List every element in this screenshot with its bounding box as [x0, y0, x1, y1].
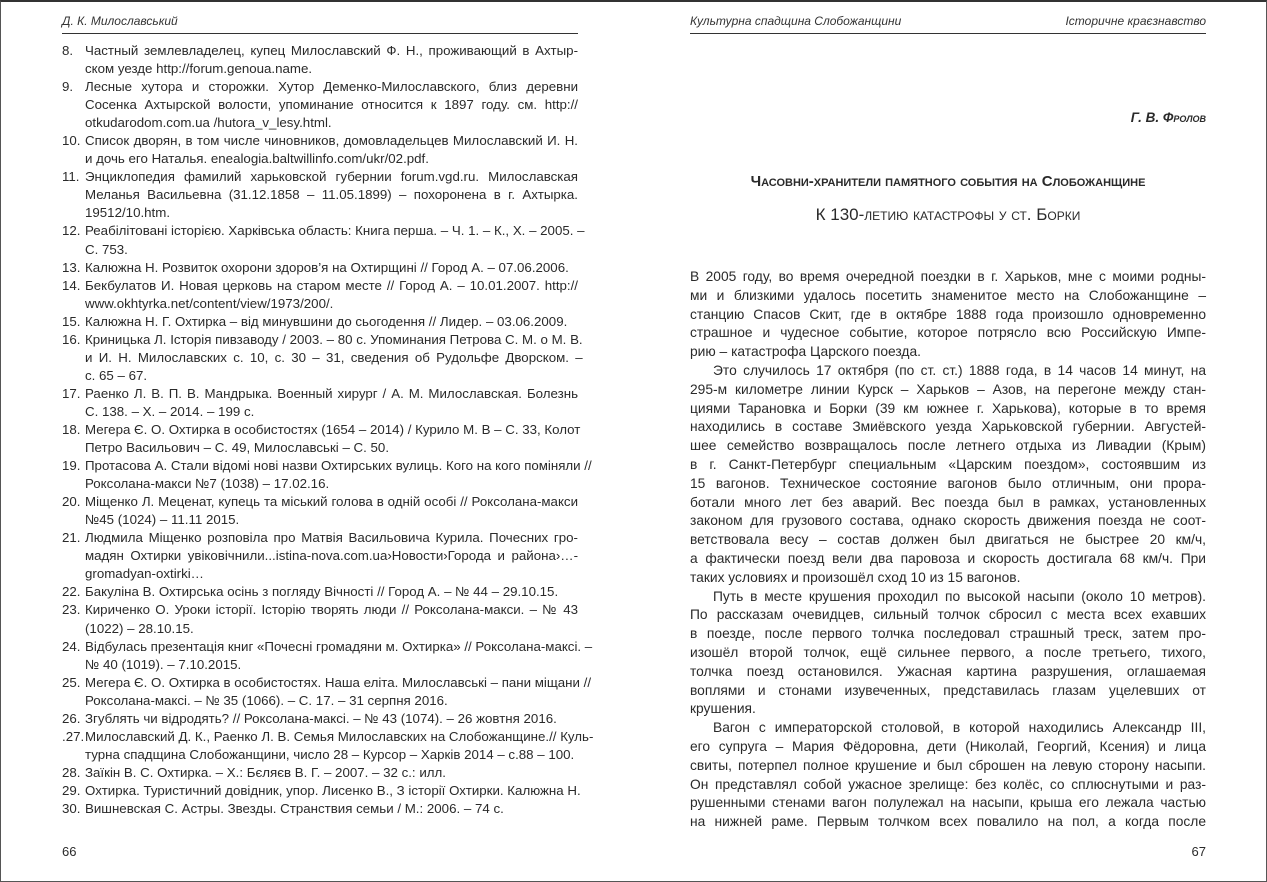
text-line: шее семейство возвращалось после летнего отдыха из Ливадии (Крым) — [690, 438, 1206, 454]
reference-number: 25. — [62, 674, 81, 690]
reference-number: 21. — [62, 530, 81, 546]
text-line: Список дворян, в том числе чиновников, домовладельцев Милославский И. Н. — [85, 133, 578, 149]
reference-number: 14. — [62, 277, 81, 293]
text-line: В 2005 году, во время очередной поездки в г. Харьков, мне с моими родны- — [690, 269, 1206, 284]
reference-item — [62, 421, 581, 457]
reference-text — [85, 277, 578, 313]
reference-item — [62, 638, 593, 674]
reference-item — [62, 728, 594, 764]
reference-text — [85, 78, 578, 132]
reference-item — [62, 493, 578, 529]
reference-item — [62, 457, 592, 493]
text-line: мадян Охтирки увіковічнили...istina-nova.com.ua›Новости›Города и района›…- — [85, 548, 578, 564]
reference-text — [85, 385, 578, 421]
reference-number: 23. — [62, 602, 81, 618]
text-line: таких условиях и произошёл сход 10 из 15 вагонов. — [690, 569, 1021, 585]
reference-number: 24. — [62, 638, 81, 654]
text-line: законом для грузового состава, однако скорость движения поезда не соот- — [690, 513, 1206, 529]
reference-text — [85, 728, 593, 764]
text-line: Мегера Є. О. Охтирка в особистостях. Наша еліта. Милославські – пани міщани // — [85, 674, 592, 690]
text-line: 15 вагонов. Техническое состояние вагонов было отличным, они прора- — [690, 475, 1206, 491]
article-author: Г. В. Фролов — [1130, 110, 1206, 125]
text-line: С. 138. – Х. – 2014. – 199 с. — [85, 403, 255, 419]
reference-text — [85, 638, 592, 674]
text-line: Протасова А. Стали відомі нові назви Охтирських вулиць. Кого на кого поміняли // — [85, 458, 592, 474]
page-number: 67 — [1191, 844, 1206, 859]
text-line: ботали много лет без аварий. Вес поезда был в рамках, установленных — [690, 494, 1206, 510]
article-title: Часовни-хранители памятного события на Слобожанщине — [750, 173, 1146, 190]
text-line: 19512/10.htm. — [85, 205, 171, 221]
text-line: Он представлял собой ужасное зрелище: без колёс, со сплюснутыми и раз- — [690, 776, 1206, 792]
text-line: Людмила Міщенко розповіла про Матвія Васильовича Курила. Почесних гро- — [85, 530, 578, 546]
reference-item — [62, 331, 583, 385]
reference-item — [62, 764, 578, 782]
reference-item — [62, 313, 578, 331]
reference-number: 26. — [62, 710, 81, 726]
text-line: Вагон с императорской столовой, в которой находились Александр III, — [713, 720, 1206, 736]
text-line: Милославский Д. К., Раенко Л. В. Семья Милославских на Слобожанщине.// Куль- — [85, 728, 594, 744]
reference-number: 13. — [62, 259, 81, 275]
reference-item — [62, 385, 578, 421]
text-line: находились в составе Змиёвского уезда Харьковской губернии. Августей- — [690, 419, 1206, 435]
reference-item — [62, 529, 578, 583]
text-line: Бекбулатов И. Новая церковь на старом месте // Город А. – 10.01.2007. http:// — [85, 277, 578, 293]
header-rule — [62, 33, 578, 34]
text-line: Это случилось 17 октября (по ст. ст.) 1888 года, в 14 часов 14 минут, на — [713, 362, 1206, 378]
text-line: Калюжна Н. Г. Охтирка – від минувшини до сьогодення // Лидер. – 03.06.2009. — [85, 313, 568, 329]
reference-item — [62, 277, 578, 313]
reference-number: 20. — [62, 494, 81, 510]
text-line: изошёл второй толчок, ещё сильнее первого, а после третьего, тихого, — [690, 644, 1206, 660]
text-line: Роксолана-макси №7 (1038) – 17.02.16. — [85, 476, 330, 492]
text-line: www.okhtyrka.net/content/view/1973/200/. — [85, 295, 334, 311]
reference-list — [62, 42, 594, 818]
reference-number: 15. — [62, 313, 81, 329]
reference-item — [62, 583, 578, 601]
text-line: Кириченко О. Уроки історії. Історію творять люди // Роксолана-макси. – № 43 — [85, 602, 578, 618]
running-head-journal: Культурна спадщина Слобожанщини — [690, 14, 902, 28]
reference-text — [85, 132, 578, 168]
reference-number: 11. — [62, 169, 80, 185]
right-page — [690, 0, 1206, 881]
text-line: страшное и чудесное событие, которое потрясло всю Российскую Импе- — [690, 325, 1206, 341]
header-rule — [690, 33, 1206, 34]
reference-text — [85, 259, 578, 277]
paragraph — [690, 588, 1206, 720]
text-line: Охтирка. Туристичний довідник, упор. Лисенко В., З історії Охтирки. Калюжна Н. — [85, 782, 581, 798]
paragraph — [690, 268, 1206, 362]
reference-number: 28. — [62, 764, 81, 780]
text-line: и И. Н. Милославских с. 10, с. 30 – 31, сведения об Рудольфе Дворском. – — [85, 349, 583, 365]
text-line: Частный землевладелец, купец Милославский Ф. Н., проживающий в Ахтыр- — [85, 43, 578, 58]
reference-item — [62, 132, 578, 168]
text-line: Заїкін В. С. Охтирка. – Х.: Бєляєв В. Г. – 2007. – 32 с.: илл. — [85, 764, 446, 780]
text-line: с. 65 – 67. — [85, 367, 148, 383]
text-line: Путь в месте крушения проходил по высокой насыпи (около 10 метров). — [713, 588, 1206, 604]
article-subtitle: К 130-летию катастрофы у ст. Борки — [815, 205, 1081, 224]
text-line: рию – катастрофа Царского поезда. — [690, 344, 921, 360]
reference-text — [85, 331, 583, 385]
reference-item — [62, 259, 578, 277]
running-head-section: Історичне краєзнавство — [1065, 14, 1206, 28]
text-line: крушения. — [690, 701, 756, 717]
reference-text — [85, 800, 578, 818]
reference-text — [85, 493, 578, 529]
reference-item — [62, 601, 578, 637]
text-line: в г. Санкт-Петербург специальным «Царским поездом», состоявшим из — [690, 456, 1206, 472]
text-line: циями Тарановка и Борки (39 км южнее г. Харькова), которые в то время — [690, 400, 1206, 416]
text-line: По рассказам очевидцев, сильный толчок сбросил с места всех ехавших — [690, 607, 1206, 623]
text-line: ском уезде http://forum.genoua.name. — [85, 61, 313, 77]
text-line: (1022) – 28.10.15. — [85, 620, 194, 636]
reference-text — [85, 313, 578, 331]
text-line: Міщенко Л. Меценат, купець та міський голова в одній особі // Роксолана-макси — [85, 494, 578, 510]
running-head-author: Д. К. Милославський — [62, 14, 178, 28]
reference-number: 18. — [62, 421, 81, 437]
text-line: Реабілітовані історією. Харківська область: Книга перша. – Ч. 1. – К., Х. – 2005. – — [85, 223, 585, 239]
reference-item — [62, 782, 581, 800]
reference-item — [62, 674, 592, 710]
text-line: С. 753. — [85, 241, 128, 257]
text-line: Бакуліна В. Охтирська осінь з погляду Вічності // Город А. – № 44 – 29.10.15. — [85, 584, 559, 600]
text-line: Мегера Є. О. Охтирка в особистостях (1654 – 2014) / Курило М. В – С. 33, Колот — [85, 421, 581, 437]
reference-number: 19. — [62, 458, 81, 474]
reference-text — [85, 782, 581, 800]
text-line: ветствовала весу – состав должен был двигаться не быстрее 20 км/ч, — [690, 532, 1206, 548]
reference-item — [62, 222, 585, 258]
reference-number: 8. — [62, 43, 74, 58]
reference-number: .27. — [62, 728, 85, 744]
reference-item — [62, 710, 578, 728]
text-line: Сосенка Ахтырской волости, упоминание относится к 1897 году. см. http:// — [85, 97, 578, 113]
text-line: Лесные хутора и сторожки. Хутор Деменко-Милославского, близ деревни — [85, 79, 578, 95]
text-line: №45 (1024) – 11.11 2015. — [85, 512, 240, 528]
reference-item — [62, 800, 578, 818]
reference-number: 22. — [62, 584, 81, 600]
text-line: ми и близкими удалось посетить знаменитое место на Слобожанщине – — [690, 287, 1206, 303]
text-line: его супруга – Мария Фёдоровна, дети (Николай, Георгий, Ксения) и лица — [690, 738, 1206, 754]
text-line: Энциклопедия фамилий харьковской губернии forum.vgd.ru. Милославская — [85, 169, 578, 185]
text-line: № 40 (1019). – 7.10.2015. — [85, 656, 242, 672]
text-line: Калюжна Н. Розвиток охорони здоров’я на Охтирщині // Город А. – 07.06.2006. — [85, 259, 569, 275]
text-line: Петро Васильович – С. 49, Милославські – С. 50. — [85, 440, 390, 456]
text-line: на нижней раме. Первым толчком всех повалило на пол, а когда после — [690, 814, 1206, 830]
text-line: свиты, потерпел полное крушение и был сброшен на левую сторону насыпи. — [690, 757, 1206, 773]
text-line: Згублять чи відродять? // Роксолана-максі. – № 43 (1074). – 26 жовтня 2016. — [85, 710, 557, 726]
page-number: 66 — [62, 844, 77, 859]
text-line: Роксолана-максі. – № 35 (1066). – С. 17. – 31 серпня 2016. — [85, 692, 448, 708]
text-line: otkudarodom.com.ua /hutora_v_lesy.html. — [85, 115, 332, 131]
article-body — [690, 268, 1206, 832]
reference-text — [85, 222, 585, 258]
reference-text — [85, 764, 578, 782]
reference-number: 10. — [62, 133, 81, 149]
text-line: воплями и стонами изувеченных, представилась глазам уцелевших от — [690, 682, 1206, 698]
reference-text — [85, 529, 578, 583]
running-head — [690, 14, 1206, 28]
text-line: в поезде, после первого толчка последовал страшный треск, затем про- — [690, 626, 1206, 642]
reference-number: 12. — [62, 223, 81, 239]
text-line: gromadyan-oxtirki… — [85, 566, 204, 582]
text-line: рушенными стенами вагон полулежал на насыпи, крыша его лежала частью — [690, 795, 1206, 811]
reference-text — [85, 601, 578, 637]
text-line: турна спадщина Слобожанщини, число 28 – Курсор – Харків 2014 – с.88 – 100. — [85, 746, 575, 762]
text-line: толчка поезд остановился. Ужасная картина разрушения, оглашаемая — [690, 663, 1206, 679]
reference-text — [85, 42, 578, 78]
reference-text — [85, 457, 592, 493]
reference-number: 29. — [62, 782, 81, 798]
text-line: Раенко Л. В. П. В. Мандрыка. Военный хирург / А. М. Милославская. Болезнь — [85, 385, 578, 401]
reference-text — [85, 168, 578, 222]
reference-text — [85, 710, 578, 728]
reference-number: 17. — [62, 385, 81, 401]
paragraph — [690, 362, 1206, 588]
text-line: 295-м километре линии Курск – Харьков – Азов, на перегоне между стан- — [690, 381, 1206, 397]
running-head — [62, 14, 578, 28]
reference-text — [85, 421, 580, 457]
text-line: станцию Спасов Скит, где в октябре 1888 года произошло одновременно — [690, 306, 1206, 322]
text-line: Меланья Васильевна (31.12.1858 – 11.05.1899) – похоронена в г. Ахтырка. — [85, 187, 578, 203]
reference-number: 30. — [62, 800, 81, 816]
text-line: и дочь его Наталья. enealogia.baltwillinfo.com/ukr/02.pdf. — [85, 151, 429, 167]
reference-text — [85, 583, 578, 601]
text-line: а фактически поезд вели два паровоза и скорость достигала 68 км/ч. При — [690, 550, 1206, 566]
reference-item — [62, 78, 578, 132]
reference-number: 16. — [62, 331, 81, 347]
reference-number: 9. — [62, 79, 74, 95]
paragraph — [690, 719, 1206, 832]
reference-item — [62, 42, 578, 78]
reference-text — [85, 674, 591, 710]
reference-item — [62, 168, 578, 222]
text-line: Вишневская С. Астры. Звезды. Странствия семьи / М.: 2006. – 74 с. — [85, 800, 504, 816]
text-line: Відбулась презентація книг «Почесні громадяни м. Охтирка» // Роксолана-максі. – — [85, 638, 593, 654]
left-page — [62, 0, 594, 881]
text-line: Криницька Л. Історія пивзаводу / 2003. – 80 с. Упоминания Петрова С. М. о М. В. — [85, 331, 583, 347]
